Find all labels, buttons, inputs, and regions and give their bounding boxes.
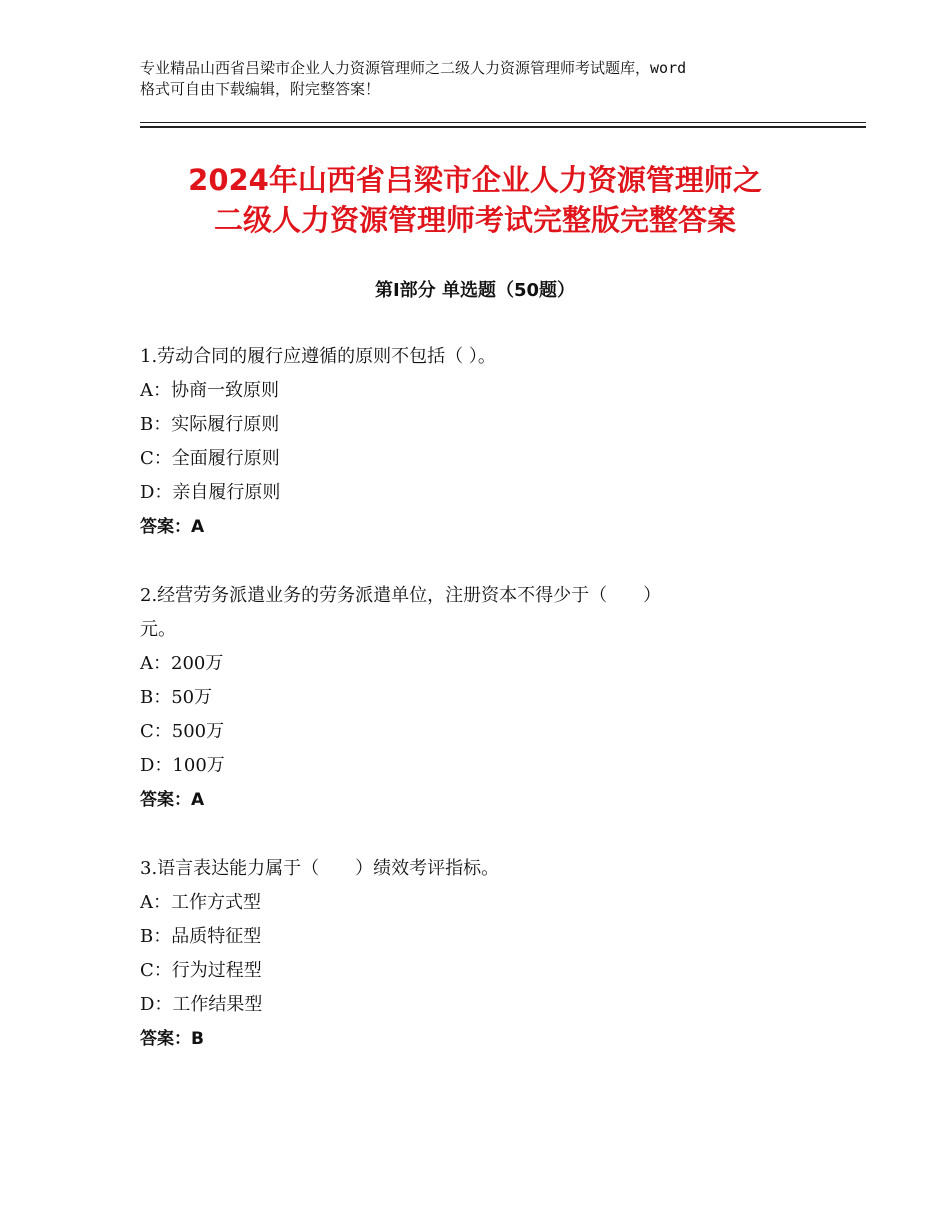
answer: 答案：A [140,517,205,537]
option-d: D：亲自履行原则 [140,482,281,503]
option-a: A：工作方式型 [140,892,261,913]
title-line: 二级人力资源管理师考试完整版完整答案 [213,203,736,237]
option-a: A：协商一致原则 [140,380,279,401]
question-stem: 2.经营劳务派遣业务的劳务派遣单位，注册资本不得少于（ ） [140,585,662,606]
option-d: D：工作结果型 [140,994,263,1015]
option-d: D：100万 [140,755,225,776]
question-2 [140,579,820,817]
option-c: C：行为过程型 [140,960,262,981]
option-a: A：200万 [140,653,224,674]
header-note-line: 格式可自由下载编辑，附完整答案！ [140,80,381,98]
section-heading: 第Ⅰ部分 单选题（50题） [374,280,575,301]
answer: 答案：A [140,790,205,810]
question-3 [140,852,820,1056]
answer: 答案：B [140,1029,204,1049]
question-stem: 3.语言表达能力属于（ ）绩效考评指标。 [140,858,500,879]
option-b: B：品质特征型 [140,926,262,947]
header-note [140,58,830,100]
header-divider [140,122,866,123]
document-title [100,160,850,240]
question-1 [140,340,820,544]
header-divider [140,126,866,128]
option-c: C：全面履行原则 [140,448,280,469]
header-note-line: 专业精品山西省吕梁市企业人力资源管理师之二级人力资源管理师考试题库，word [140,59,687,77]
option-b: B：50万 [140,687,213,708]
question-stem: 元。 [140,619,176,640]
title-line: 2024年山西省吕梁市企业人力资源管理师之 [188,163,762,197]
question-stem: 1.劳动合同的履行应遵循的原则不包括（ ）。 [140,346,496,367]
option-b: B：实际履行原则 [140,414,280,435]
option-c: C：500万 [140,721,225,742]
